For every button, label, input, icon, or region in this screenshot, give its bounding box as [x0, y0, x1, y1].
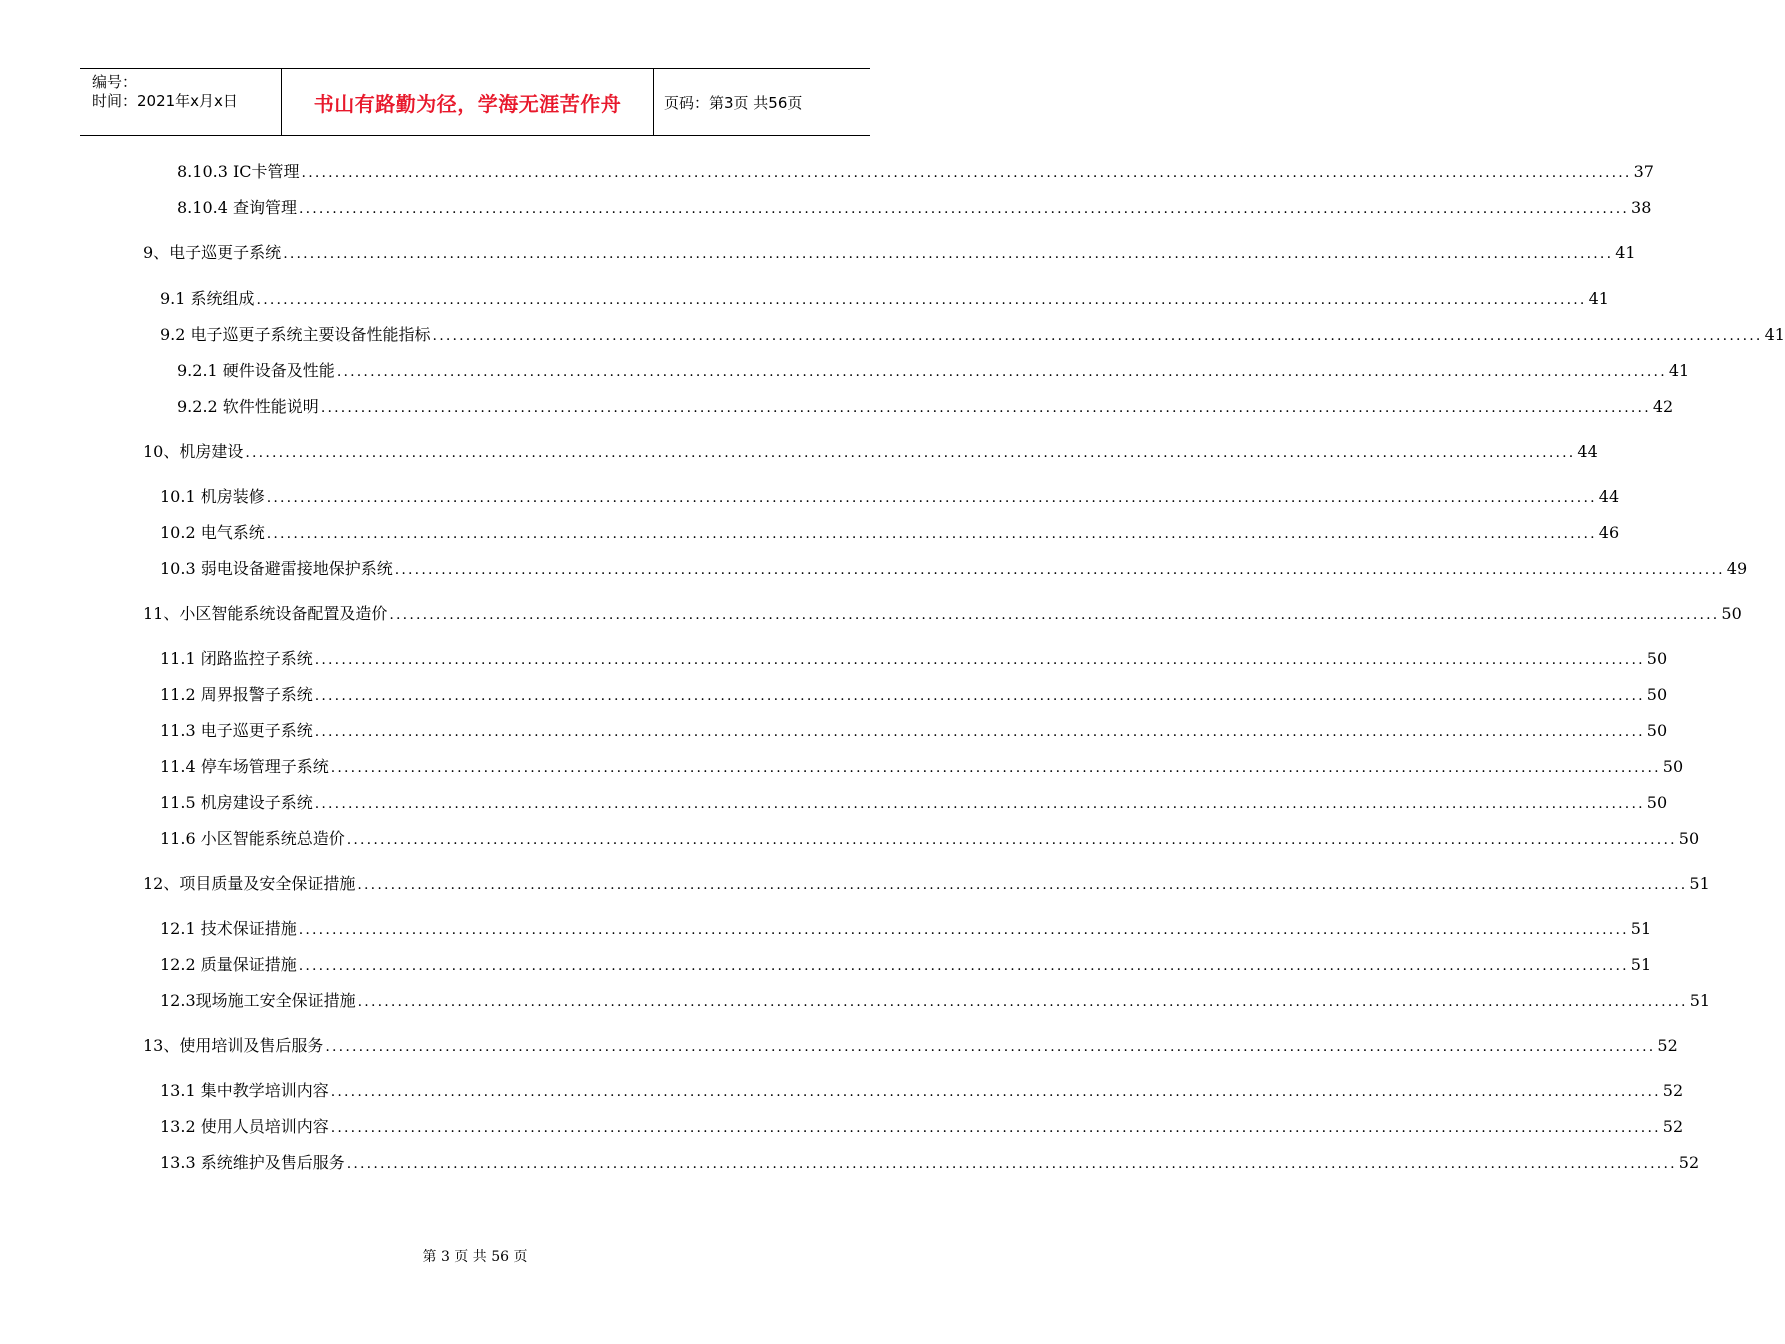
toc-entry-title: 11、小区智能系统设备配置及造价	[143, 604, 388, 623]
toc-entry-page: 37	[1633, 162, 1654, 181]
toc-entry[interactable]	[177, 360, 1690, 382]
toc-entry-page: 51	[1689, 991, 1711, 1010]
toc-leader-dots: ........................................................................................................................................................................................................	[283, 246, 1614, 262]
toc-entry-page: 50	[1646, 685, 1668, 704]
toc-entry[interactable]	[160, 288, 1609, 310]
toc-entry-page: 46	[1598, 523, 1620, 542]
toc-leader-dots: ........................................................................................................................................................................................................	[245, 445, 1576, 461]
toc-entry-title: 12.2 质量保证措施	[160, 955, 297, 974]
toc-entry[interactable]	[160, 720, 1668, 742]
toc-leader-dots: ........................................................................................................................................................................................................	[314, 724, 1645, 740]
toc-entry[interactable]	[160, 1152, 1700, 1174]
toc-entry[interactable]	[160, 954, 1652, 976]
toc-leader-dots: ........................................................................................................................................................................................................	[298, 201, 1630, 217]
toc-leader-dots: ........................................................................................................................................................................................................	[330, 760, 1661, 776]
toc-entry[interactable]	[160, 558, 1748, 580]
toc-entry-title: 13.1 集中教学培训内容	[160, 1081, 329, 1100]
toc-entry-page: 50	[1721, 604, 1742, 623]
toc-entry[interactable]	[177, 161, 1654, 183]
toc-entry-page: 44	[1598, 487, 1620, 506]
toc-entry-title: 11.2 周界报警子系统	[160, 685, 313, 704]
toc-entry[interactable]	[160, 1116, 1684, 1138]
toc-entry-page: 52	[1662, 1117, 1684, 1136]
toc-entry-page: 52	[1657, 1036, 1678, 1055]
toc-entry-title: 11.4 停车场管理子系统	[160, 757, 329, 776]
toc-entry-page: 50	[1646, 721, 1668, 740]
toc-entry-title: 10、机房建设	[143, 442, 244, 461]
toc-entry-title: 11.3 电子巡更子系统	[160, 721, 313, 740]
toc-entry-page: 50	[1678, 829, 1700, 848]
toc-entry-page: 41	[1588, 289, 1609, 308]
toc-entry[interactable]	[160, 828, 1700, 850]
toc-entry-title: 12.3现场施工安全保证措施	[160, 991, 356, 1010]
toc-entry[interactable]	[160, 1080, 1684, 1102]
toc-leader-dots: ........................................................................................................................................................................................................	[301, 165, 1632, 181]
toc-entry-title: 11.6 小区智能系统总造价	[160, 829, 345, 848]
toc-leader-dots: ........................................................................................................................................................................................................	[266, 526, 1597, 542]
toc-leader-dots: ........................................................................................................................................................................................................	[256, 292, 1587, 308]
toc-entry-title: 12、项目质量及安全保证措施	[143, 874, 356, 893]
toc-entry-title: 8.10.4 查询管理	[177, 198, 297, 217]
toc-entry-title: 9.2 电子巡更子系统主要设备性能指标	[160, 325, 431, 344]
toc-entry-page: 50	[1662, 757, 1684, 776]
toc-entry-title: 10.1 机房装修	[160, 487, 265, 506]
toc-entry[interactable]	[177, 396, 1674, 418]
toc-entry[interactable]	[143, 1035, 1678, 1057]
toc-entry[interactable]	[177, 197, 1652, 219]
toc-leader-dots: ........................................................................................................................................................................................................	[357, 994, 1688, 1010]
toc-leader-dots: ........................................................................................................................................................................................................	[266, 490, 1597, 506]
toc-entry-page: 51	[1689, 874, 1710, 893]
toc-entry[interactable]	[160, 756, 1684, 778]
toc-entry-page: 44	[1577, 442, 1598, 461]
toc-entry-page: 50	[1646, 793, 1668, 812]
toc-entry[interactable]	[160, 990, 1711, 1012]
header-page-info: 页码：第3页 共56页	[664, 93, 803, 112]
toc-entry-page: 51	[1630, 919, 1652, 938]
toc-entry-title: 8.10.3 IC卡管理	[177, 162, 300, 181]
toc-leader-dots: ........................................................................................................................................................................................................	[346, 832, 1677, 848]
page-footer: 第 3 页 共 56 页	[422, 1249, 528, 1265]
toc-leader-dots: ........................................................................................................................................................................................................	[389, 607, 1720, 623]
toc-entry-page: 42	[1652, 397, 1674, 416]
header-motto: 书山有路勤为径，学海无涯苦作舟	[282, 69, 654, 135]
toc-leader-dots: ........................................................................................................................................................................................................	[394, 562, 1725, 578]
toc-leader-dots: ........................................................................................................................................................................................................	[336, 364, 1667, 380]
toc-leader-dots: ........................................................................................................................................................................................................	[432, 328, 1763, 344]
toc-entry-title: 11.5 机房建设子系统	[160, 793, 313, 812]
toc-entry-title: 13.3 系统维护及售后服务	[160, 1153, 345, 1172]
toc-entry-title: 9.2.2 软件性能说明	[177, 397, 319, 416]
toc-entry-page: 38	[1631, 198, 1652, 217]
toc-entry-page: 52	[1678, 1153, 1700, 1172]
toc-entry-title: 13.2 使用人员培训内容	[160, 1117, 329, 1136]
toc-entry[interactable]	[160, 792, 1668, 814]
toc-entry-title: 10.3 弱电设备避雷接地保护系统	[160, 559, 393, 578]
toc-entry-page: 49	[1726, 559, 1748, 578]
toc-entry-title: 12.1 技术保证措施	[160, 919, 297, 938]
toc-entry-page: 41	[1764, 325, 1785, 344]
toc-leader-dots: ........................................................................................................................................................................................................	[325, 1039, 1656, 1055]
toc-entry-title: 9.2.1 硬件设备及性能	[177, 361, 335, 380]
toc-entry[interactable]	[160, 324, 1785, 346]
toc-entry-title: 9、电子巡更子系统	[143, 243, 282, 262]
toc-leader-dots: ........................................................................................................................................................................................................	[357, 877, 1688, 893]
toc-entry-page: 52	[1662, 1081, 1684, 1100]
header-meta	[80, 69, 282, 135]
toc-entry[interactable]	[160, 486, 1620, 508]
toc-entry-title: 13、使用培训及售后服务	[143, 1036, 324, 1055]
toc-entry[interactable]	[160, 918, 1652, 940]
toc-leader-dots: ........................................................................................................................................................................................................	[314, 688, 1645, 704]
toc-entry-title: 9.1 系统组成	[160, 289, 255, 308]
toc-entry[interactable]	[160, 522, 1620, 544]
toc-leader-dots: ........................................................................................................................................................................................................	[314, 652, 1645, 668]
toc-entry-page: 51	[1630, 955, 1652, 974]
toc-leader-dots: ........................................................................................................................................................................................................	[330, 1120, 1661, 1136]
toc-entry-title: 11.1 闭路监控子系统	[160, 649, 313, 668]
toc-entry-page: 50	[1646, 649, 1668, 668]
toc-entry-page: 41	[1615, 243, 1636, 262]
toc-leader-dots: ........................................................................................................................................................................................................	[330, 1084, 1661, 1100]
toc-leader-dots: ........................................................................................................................................................................................................	[346, 1156, 1677, 1172]
toc-entry[interactable]	[143, 873, 1710, 895]
toc-leader-dots: ........................................................................................................................................................................................................	[298, 958, 1629, 974]
toc-leader-dots: ........................................................................................................................................................................................................	[298, 922, 1629, 938]
toc-leader-dots: ........................................................................................................................................................................................................	[320, 400, 1651, 416]
toc-entry[interactable]	[160, 648, 1668, 670]
toc-entry-page: 41	[1668, 361, 1690, 380]
toc-entry-title: 10.2 电气系统	[160, 523, 265, 542]
toc-entry[interactable]	[143, 441, 1598, 463]
header-number-label: 编号：	[92, 73, 138, 91]
header-date: 时间：2021年x月x日	[92, 92, 238, 110]
toc-entry[interactable]	[160, 684, 1668, 706]
page-header	[80, 68, 870, 136]
toc-entry[interactable]	[143, 242, 1636, 264]
toc-leader-dots: ........................................................................................................................................................................................................	[314, 796, 1645, 812]
toc-entry[interactable]	[143, 603, 1742, 625]
